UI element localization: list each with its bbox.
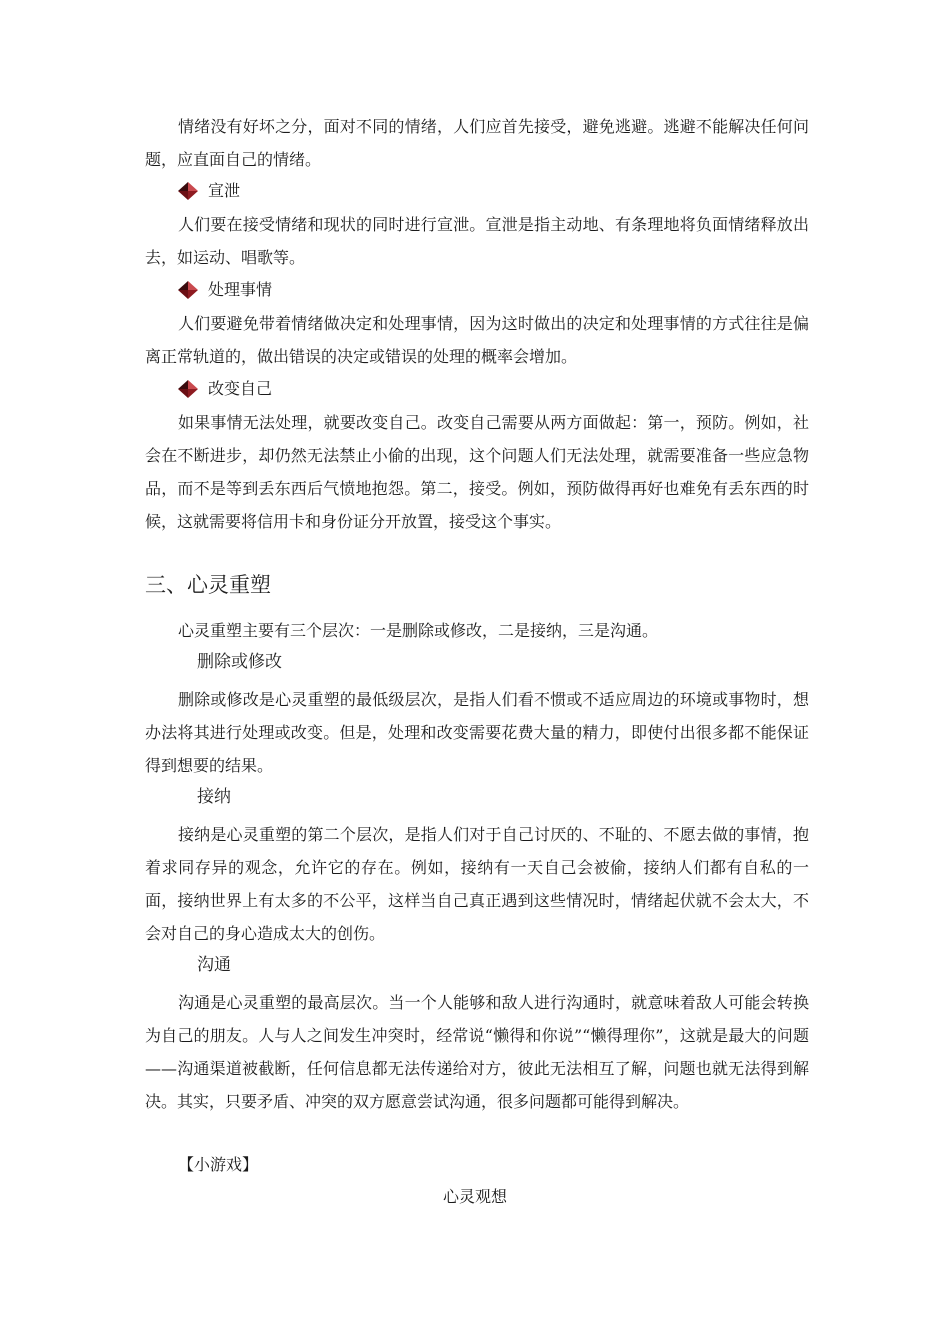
bullet-item-vent (178, 180, 240, 202)
subheading-accept: 接纳 (197, 787, 231, 807)
bullet-item-handle-matters (178, 279, 272, 301)
subheading-delete-modify: 删除或修改 (197, 652, 282, 672)
paragraph-delete-modify: 删除或修改是心灵重塑的最低级层次，是指人们看不惯或不适应周边的环境或事物时，想办法将其进行处理或改变。但是，处理和改变需要花费大量的精力，即使付出很多都不能保证得到想要的结果。 (145, 690, 809, 775)
bullet-label: 处理事情 (208, 280, 273, 299)
paragraph-communicate: 沟通是心灵重塑的最高层次。当一个人能够和敌人进行沟通时，就意味着敌人可能会转换为自己的朋友。人与人之间发生冲突时，经常说“懒得和你说”“懒得理你”，这就是最大的问题——沟通渠道被截断，任何信息都无法传递给对方，彼此无法相互了解，问题也就无法得到解决。其实，只要矛盾、冲突的双方愿意尝试沟通，很多问题都可能得到解决。 (145, 993, 809, 1111)
subheading-communicate: 沟通 (197, 955, 231, 975)
bullet-item-change-self (178, 378, 272, 400)
bullet-label: 改变自己 (208, 379, 273, 398)
section-heading: 三、心灵重塑 (145, 573, 271, 597)
paragraph-reshape-intro: 心灵重塑主要有三个层次：一是删除或修改，二是接纳，三是沟通。 (178, 621, 659, 640)
paragraph-accept: 接纳是心灵重塑的第二个层次，是指人们对于自己讨厌的、不耻的、不愿去做的事情，抱着求同存异的观念，允许它的存在。例如，接纳有一天自己会被偷，接纳人们都有自私的一面，接纳世界上有太多的不公平，这样当自己真正遇到这些情况时，情绪起伏就不会太大，不会对自己的身心造成太大的创伤。 (145, 825, 809, 943)
paragraph-accept-emotions: 情绪没有好坏之分，面对不同的情绪，人们应首先接受，避免逃避。逃避不能解决任何问题，应直面自己的情绪。 (145, 117, 809, 169)
paragraph-handle-matters: 人们要避免带着情绪做决定和处理事情，因为这时做出的决定和处理事情的方式往往是偏离正常轨道的，做出错误的决定或错误的处理的概率会增加。 (145, 314, 809, 366)
bullet-label: 宣泄 (208, 181, 241, 200)
paragraph-vent: 人们要在接受情绪和现状的同时进行宣泄。宣泄是指主动地、有条理地将负面情绪释放出去，如运动、唱歌等。 (145, 215, 809, 267)
mini-game-title: 心灵观想 (443, 1187, 508, 1206)
diamond-arrow-bullet-icon (178, 182, 198, 200)
mini-game-label: 【小游戏】 (178, 1155, 259, 1174)
diamond-arrow-bullet-icon (178, 380, 198, 398)
diamond-arrow-bullet-icon (178, 281, 198, 299)
paragraph-change-self: 如果事情无法处理，就要改变自己。改变自己需要从两方面做起：第一，预防。例如，社会在不断进步，却仍然无法禁止小偷的出现，这个问题人们无法处理，就需要准备一些应急物品，而不是等到丢东西后气愤地抱怨。第二，接受。例如，预防做得再好也难免有丢东西的时候，这就需要将信用卡和身份证分开放置，接受这个事实。 (145, 413, 809, 531)
